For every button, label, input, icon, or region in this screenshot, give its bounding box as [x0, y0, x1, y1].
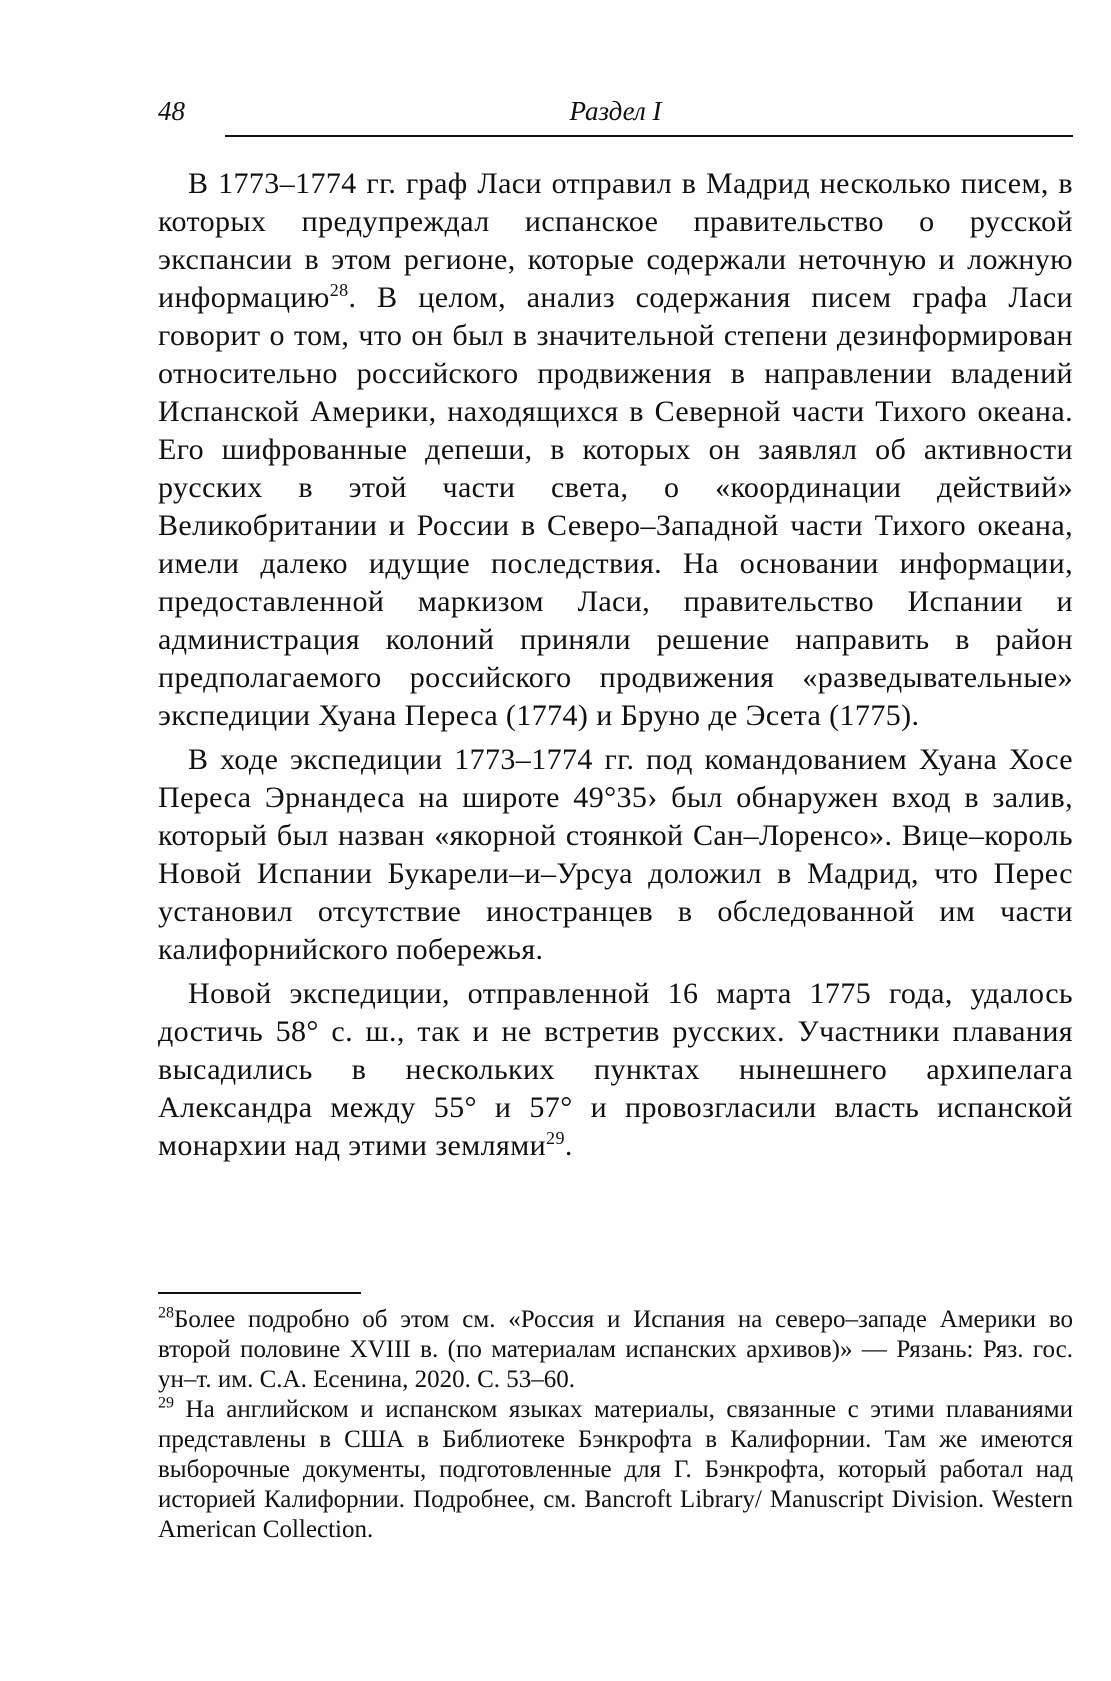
- main-text: [158, 165, 1073, 1171]
- footnote-29-number: 29: [158, 1394, 174, 1412]
- footnote-divider: [158, 1292, 361, 1294]
- footnote-ref-28: 28: [329, 280, 349, 300]
- paragraph-3: [158, 975, 1073, 1165]
- footnote-29: [158, 1395, 1073, 1545]
- header-divider: [225, 135, 1073, 137]
- footnote-29-text: На английском и испанском языках материалы, связанные с этими плаваниями представлены в США в Библиотеке Бэнкрофта в Калифорнии. Там же имеются выборочные документы, подготовленные для Г. Бэнкрофта, который работал над историей Калифорнии. Подробнее, см. Bancroft Library/ Manuscript Division. Western American Collection.: [158, 1396, 1073, 1543]
- section-title: Раздел I: [569, 96, 662, 126]
- paragraph-3-end: .: [564, 1129, 573, 1162]
- footnote-28-text: Более подробно об этом см. «Россия и Испания на северо–западе Америки во второй половине XVIII в. (по материалам испанских архивов)» — Рязань: Ряз. гос. ун–т. им. С.А. Есенина, 2020. С. 53–60.: [158, 1306, 1073, 1393]
- paragraph-2: В ходе экспедиции 1773–1774 гг. под командованием Хуана Хосе Переса Эрнандеса на широте 49°35› был обнаружен вход в залив, который был назван «якорной стоянкой Сан–Лоренсо». Вице–король Новой Испании Букарели–и–Урсуа доложил в Мадрид, что Перес установил отсутствие иностранцев в обследованной им части калифорнийского побережья.: [158, 743, 1073, 966]
- running-head: [158, 96, 1073, 136]
- paragraph-3-text: Новой экспедиции, отправленной 16 марта 1775 года, удалось достичь 58° с. ш., так и не встретив русских. Участники плавания высадились в нескольких пунктах нынешнего архипелага Александра между 55° и 57° и провозгласили власть испанской монархии над этими землями: [158, 977, 1073, 1162]
- paragraph-1-text-b: . В целом, анализ содержания писем графа Ласи говорит о том, что он был в значительной степени дезинформирован относительно российского продвижения в направлении владений Испанской Америки, находящихся в Северной части Тихого океана. Его шифрованные депеши, в которых он заявлял об активности русских в этой части света, о «координации действий» Великобритании и России в Северо–Западной части Тихого океана, имели далеко идущие последствия. На основании информации, предоставленной маркизом Ласи, правительство Испании и администрация колоний приняли решение направить в район предполагаемого российского продвижения «разведывательные» экспедиции Хуана Переса (1774) и Бруно де Эсета (1775).: [158, 281, 1073, 732]
- footnotes: [158, 1305, 1073, 1545]
- footnote-28: [158, 1305, 1073, 1395]
- page-number: 48: [158, 96, 185, 126]
- footnote-28-number: 28: [158, 1304, 174, 1322]
- paragraph-1: [158, 165, 1073, 735]
- paragraph-1-text-a: В 1773–1774 гг. граф Ласи отправил в Мадрид несколько писем, в которых предупреждал испанское правительство о русской экспансии в этом регионе, которые содержали неточную и ложную информацию: [158, 167, 1073, 314]
- footnote-ref-29: 29: [546, 1128, 565, 1148]
